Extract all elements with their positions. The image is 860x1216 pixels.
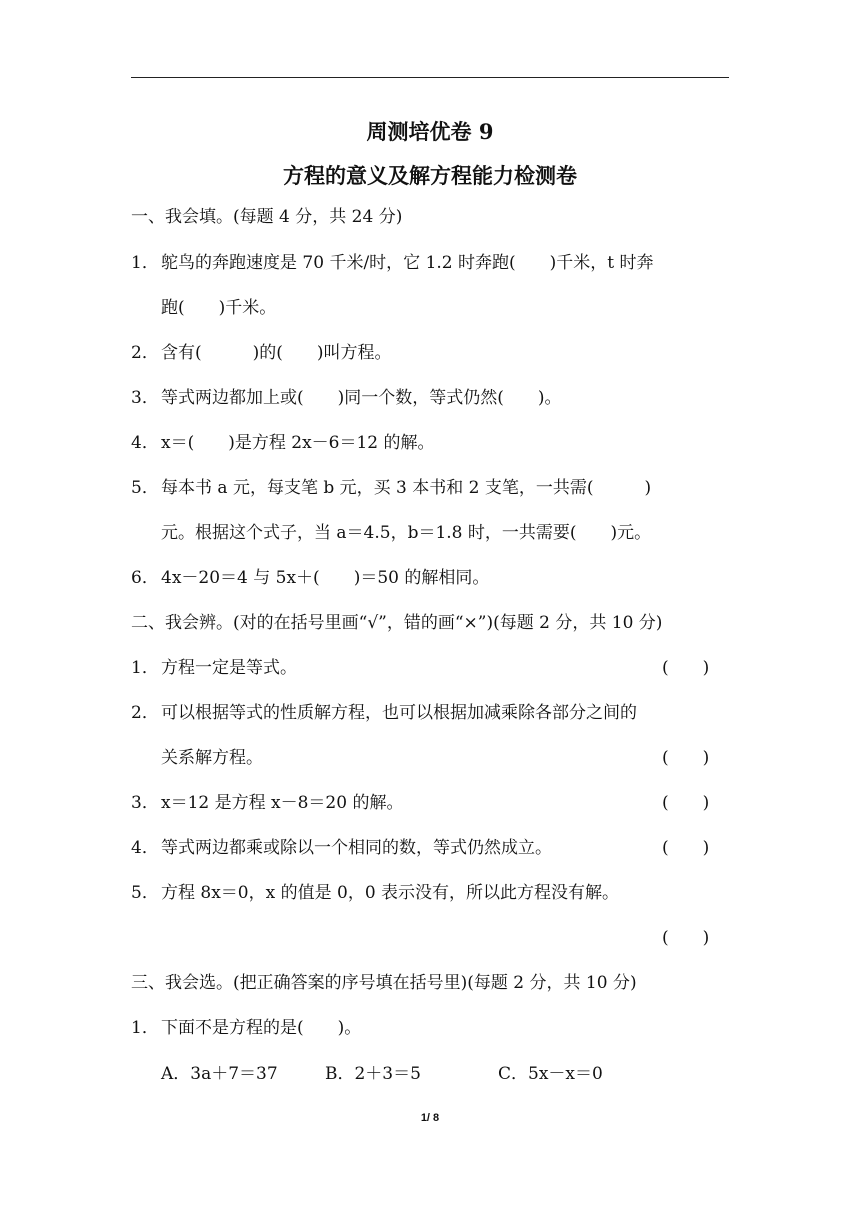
question-number: 2． — [131, 343, 159, 363]
answer-blank[interactable]: ( ) — [662, 838, 710, 858]
question-number: 2． — [131, 703, 159, 723]
question-text: 鸵鸟的奔跑速度是 70 千米/时，它 1.2 时奔跑( )千米，t 时奔 — [161, 253, 654, 273]
question-number: 1． — [131, 253, 159, 273]
answer-blank[interactable]: ( ) — [662, 748, 710, 768]
question-text: 可以根据等式的性质解方程，也可以根据加减乘除各部分之间的 — [161, 703, 637, 723]
question-number: 6． — [131, 568, 159, 588]
answer-blank[interactable]: ( ) — [662, 928, 710, 948]
option-c[interactable]: C．5x－x＝0 — [498, 1064, 603, 1084]
question-number: 3． — [131, 388, 159, 408]
question-text: 元。根据这个式子，当 a＝4.5，b＝1.8 时，一共需要( )元。 — [161, 523, 652, 543]
question-text: x＝12 是方程 x－8＝20 的解。 — [161, 793, 404, 813]
question-text: 等式两边都加上或( )同一个数，等式仍然( )。 — [161, 388, 562, 408]
question-text: 含有( )的( )叫方程。 — [161, 343, 392, 363]
question-number: 5． — [131, 883, 159, 903]
question-text: 方程一定是等式。 — [161, 658, 297, 678]
question-number: 4． — [131, 433, 159, 453]
option-a[interactable]: A．3a＋7＝37 — [161, 1064, 278, 1084]
section-2-heading: 二、我会辨。(对的在括号里画“√”，错的画“×”)(每题 2 分，共 10 分) — [131, 613, 663, 633]
question-text: 跑( )千米。 — [161, 298, 277, 318]
question-text: 4x－20＝4 与 5x＋( )＝50 的解相同。 — [161, 568, 490, 588]
question-text: 下面不是方程的是( )。 — [161, 1018, 362, 1038]
question-text: 关系解方程。 — [161, 748, 263, 768]
section-3-heading: 三、我会选。(把正确答案的序号填在括号里)(每题 2 分，共 10 分) — [131, 973, 637, 993]
page-subtitle: 方程的意义及解方程能力检测卷 — [283, 163, 577, 188]
question-number: 5． — [131, 478, 159, 498]
header-rule — [131, 77, 729, 78]
page-title: 周测培优卷 9 — [366, 119, 494, 144]
section-1-heading: 一、我会填。(每题 4 分，共 24 分) — [131, 207, 403, 227]
question-number: 3． — [131, 793, 159, 813]
answer-blank[interactable]: ( ) — [662, 658, 710, 678]
option-b[interactable]: B．2＋3＝5 — [325, 1064, 421, 1084]
question-number: 1． — [131, 1018, 159, 1038]
page-number: 1/ 8 — [420, 1112, 440, 1124]
question-text: 每本书 a 元，每支笔 b 元，买 3 本书和 2 支笔，一共需( ) — [161, 478, 652, 498]
question-text: 方程 8x＝0，x 的值是 0，0 表示没有，所以此方程没有解。 — [161, 883, 620, 903]
question-text: 等式两边都乘或除以一个相同的数，等式仍然成立。 — [161, 838, 552, 858]
question-number: 1． — [131, 658, 159, 678]
answer-blank[interactable]: ( ) — [662, 793, 710, 813]
question-number: 4． — [131, 838, 159, 858]
question-text: x＝( )是方程 2x－6＝12 的解。 — [161, 433, 435, 453]
